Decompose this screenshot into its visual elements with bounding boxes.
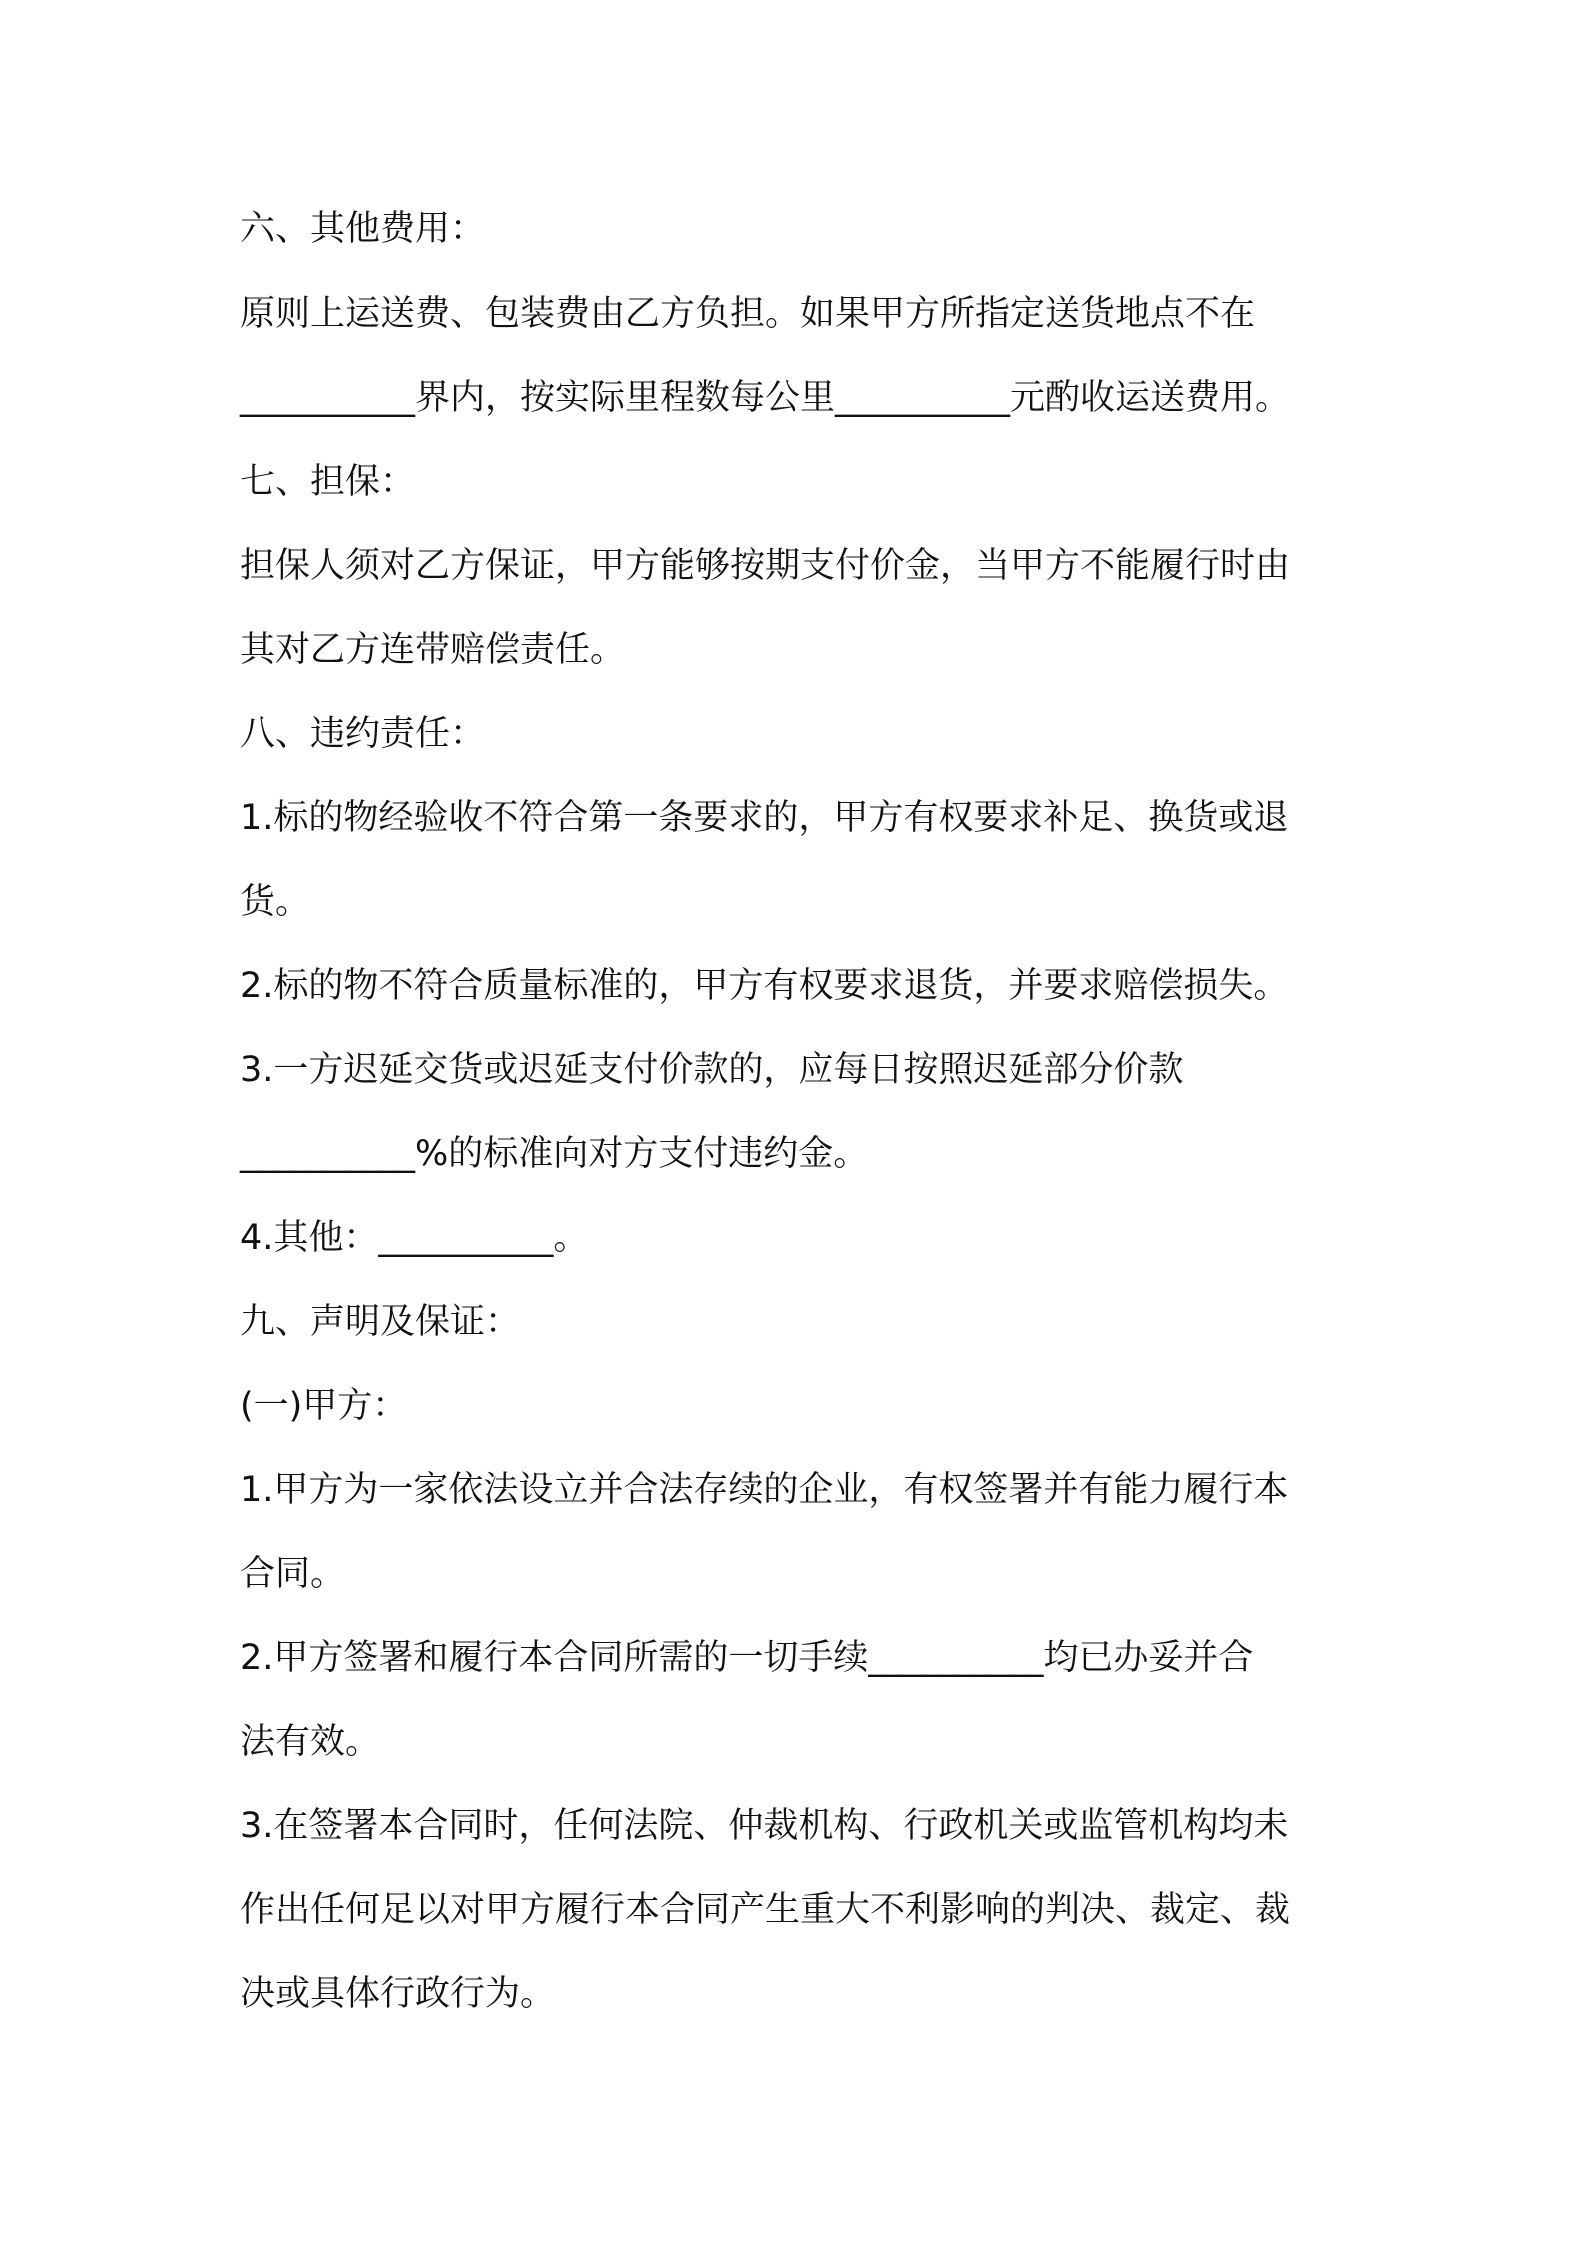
clause-line: 货。 — [240, 882, 311, 922]
clause-line: 3.在签署本合同时，任何法院、仲裁机构、行政机关或监管机构均未 — [240, 1806, 1289, 1846]
clause-line: 1.甲方为一家依法设立并合法存续的企业，有权签署并有能力履行本 — [240, 1470, 1289, 1510]
section-heading-other-fees: 六、其他费用： — [240, 209, 486, 249]
clause-line: 1.标的物经验收不符合第一条要求的，甲方有权要求补足、换货或退 — [240, 798, 1289, 838]
clause-line: 3.一方迟延交货或迟延支付价款的，应每日按照迟延部分价款 — [240, 1050, 1184, 1090]
paragraph-line: __________界内，按实际里程数每公里__________元酌收运送费用。 — [240, 378, 1291, 418]
clause-line: 合同。 — [240, 1554, 346, 1594]
section-heading-breach: 八、违约责任： — [240, 714, 486, 754]
clause-line: 4.其他：__________。 — [240, 1218, 589, 1258]
paragraph-line: 原则上运送费、包装费由乙方负担。如果甲方所指定送货地点不在 — [240, 294, 1256, 334]
clause-line: 作出任何足以对甲方履行本合同产生重大不利影响的判决、裁定、裁 — [240, 1890, 1291, 1930]
subsection-heading-party-a: (一)甲方： — [240, 1386, 408, 1426]
clause-line: 决或具体行政行为。 — [240, 1974, 556, 2014]
clause-line: 法有效。 — [240, 1722, 381, 1762]
clause-line: 2.标的物不符合质量标准的，甲方有权要求退货，并要求赔偿损失。 — [240, 966, 1289, 1006]
section-heading-representations: 九、声明及保证： — [240, 1302, 521, 1342]
paragraph-line: 担保人须对乙方保证，甲方能够按期支付价金，当甲方不能履行时由 — [240, 546, 1291, 586]
clause-line: __________%的标准向对方支付违约金。 — [240, 1134, 869, 1174]
section-heading-guarantee: 七、担保： — [240, 462, 416, 502]
paragraph-line: 其对乙方连带赔偿责任。 — [240, 630, 626, 670]
clause-line: 2.甲方签署和履行本合同所需的一切手续__________均已办妥并合 — [240, 1638, 1254, 1678]
